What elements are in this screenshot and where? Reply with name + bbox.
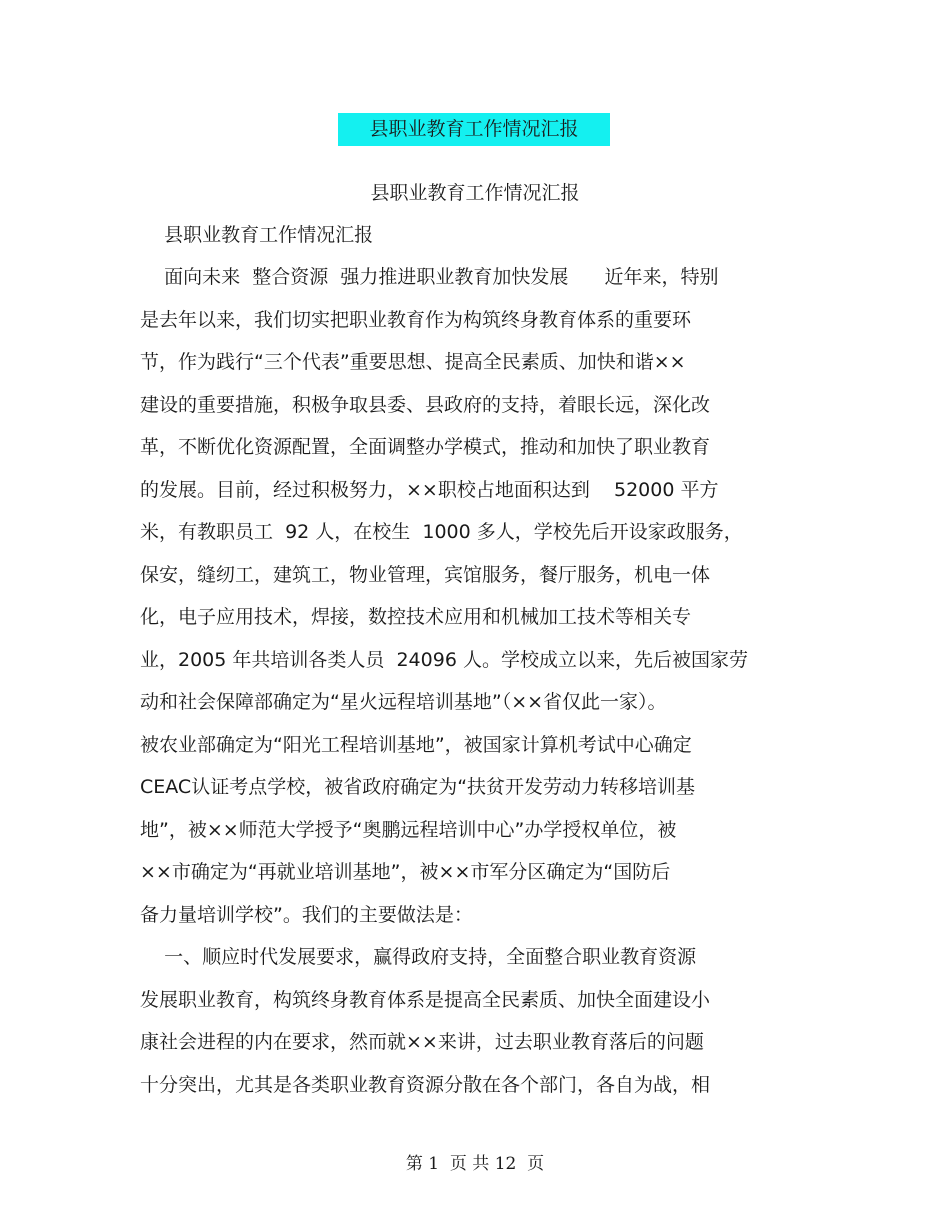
body-line: 动和社会保障部确定为“星火远程培训基地”（××省仅此一家）。 <box>140 691 667 713</box>
body-line: 的发展。目前，经过积极努力，××职校占地面积达到 52000 平方 <box>140 479 719 501</box>
document-title: 县职业教育工作情况汇报 <box>369 118 579 140</box>
body-line: 革，不断优化资源配置，全面调整办学模式，推动和加快了职业教育 <box>140 436 711 458</box>
body-line: 一、顺应时代发展要求，赢得政府支持，全面整合职业教育资源 <box>140 946 697 968</box>
body-line: 米，有教职员工 92 人，在校生 1000 多人，学校先后开设家政服务， <box>140 521 743 543</box>
body-line: 发展职业教育，构筑终身教育体系是提高全民素质、加快全面建设小 <box>140 989 711 1011</box>
body-line: 业，2005 年共培训各类人员 24096 人。学校成立以来，先后被国家劳 <box>140 649 748 671</box>
body-line: 节，作为践行“三个代表”重要思想、提高全民素质、加快和谐×× <box>140 351 686 373</box>
body-line: 康社会进程的内在要求，然而就××来讲，过去职业教育落后的问题 <box>140 1031 704 1053</box>
body-line: 化，电子应用技术，焊接，数控技术应用和机械加工技术等相关专 <box>140 606 692 628</box>
body-line: 县职业教育工作情况汇报 <box>140 224 374 246</box>
document-subtitle: 县职业教育工作情况汇报 <box>370 182 580 204</box>
body-line: 备力量培训学校”。我们的主要做法是： <box>140 904 473 926</box>
body-line: 被农业部确定为“阳光工程培训基地”，被国家计算机考试中心确定 <box>140 734 692 756</box>
body-line: 面向未来 整合资源 强力推进职业教育加快发展 近年来，特别 <box>140 266 719 288</box>
body-line: 保安，缝纫工，建筑工，物业管理，宾馆服务，餐厅服务，机电一体 <box>140 564 711 586</box>
body-line: 地”，被××师范大学授予“奥鹏远程培训中心”办学授权单位，被 <box>140 819 677 841</box>
body-line: ××市确定为“再就业培训基地”，被××市军分区确定为“国防后 <box>140 861 671 883</box>
body-line: 是去年以来，我们切实把职业教育作为构筑终身教育体系的重要环 <box>140 309 692 331</box>
body-line: 十分突出，尤其是各类职业教育资源分散在各个部门，各自为战，相 <box>140 1074 711 1096</box>
page-footer: 第 1 页 共 12 页 <box>405 1154 545 1174</box>
body-line: CEAC认证考点学校，被省政府确定为“扶贫开发劳动力转移培训基 <box>140 776 696 798</box>
body-line: 建设的重要措施，积极争取县委、县政府的支持，着眼长远，深化改 <box>140 394 711 416</box>
